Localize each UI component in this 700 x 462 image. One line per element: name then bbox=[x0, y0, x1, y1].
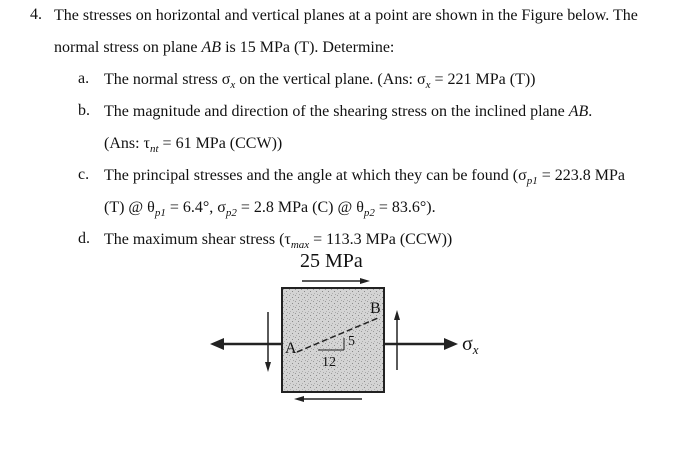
intro-text: normal stress on plane bbox=[54, 39, 202, 56]
part-b-span1: The magnitude and direction of the shearing stress on the inclined plane bbox=[104, 103, 569, 120]
part-a-sub1: x bbox=[230, 79, 236, 91]
part-c-l2c: = 2.8 MPa (C) @ θ bbox=[236, 199, 364, 216]
slope-rise-label: 5 bbox=[348, 334, 355, 349]
part-c-span1: The principal stresses and the angle at which they can be found (σ bbox=[104, 167, 527, 184]
slope-run-label: 12 bbox=[322, 355, 336, 370]
plane-ab-label: AB bbox=[201, 39, 222, 56]
part-c-span2: = 223.8 MPa bbox=[537, 167, 625, 184]
point-a-label: A bbox=[285, 340, 297, 357]
part-b-ans-sub: nt bbox=[149, 143, 159, 155]
part-b-ans-post: = 61 MPa (CCW)) bbox=[158, 135, 283, 152]
part-c-marker: c. bbox=[78, 166, 90, 183]
sigma-symbol: σ bbox=[462, 333, 473, 355]
problem-number: 4. bbox=[30, 6, 42, 23]
point-b-label: B bbox=[370, 300, 381, 317]
part-a-span3: = 221 MPa (T)) bbox=[430, 71, 536, 88]
part-b-ans-pre: (Ans: τ bbox=[104, 135, 150, 152]
sigma-x-label bbox=[462, 333, 479, 356]
part-d-span2: = 113.3 MPa (CCW)) bbox=[309, 231, 453, 248]
part-c-l2sub3: p2 bbox=[363, 207, 375, 219]
part-b-span2: . bbox=[588, 103, 593, 120]
part-c-l2sub2: p2 bbox=[225, 207, 237, 219]
part-a-span1: The normal stress σ bbox=[104, 71, 231, 88]
bottom-shear-arrowhead bbox=[294, 396, 304, 402]
part-b-plane: AB bbox=[568, 103, 589, 120]
intro-text-end: is 15 MPa (T). Determine: bbox=[221, 39, 395, 56]
part-d-marker: d. bbox=[78, 230, 90, 247]
problem-intro-line1: The stresses on horizontal and vertical planes at a point are shown in the Figure below. The bbox=[54, 7, 638, 24]
part-a-marker: a. bbox=[78, 70, 90, 87]
part-d-span1: The maximum shear stress (τ bbox=[104, 231, 291, 248]
part-a-span2: on the vertical plane. (Ans: σ bbox=[235, 71, 426, 88]
top-shear-arrowhead bbox=[360, 278, 370, 284]
part-c-sub1: p1 bbox=[526, 175, 538, 187]
stress-element-square bbox=[282, 288, 384, 392]
left-shear-arrowhead bbox=[265, 362, 271, 372]
right-normal-arrowhead bbox=[444, 338, 458, 350]
left-normal-arrowhead bbox=[210, 338, 224, 350]
part-a-sub2: x bbox=[425, 79, 431, 91]
part-c-l2sub1: p1 bbox=[154, 207, 166, 219]
part-d-sub: max bbox=[290, 239, 310, 251]
part-c-l2b: = 6.4°, σ bbox=[165, 199, 226, 216]
shear-stress-label: 25 MPa bbox=[300, 250, 363, 272]
sigma-x-sub: x bbox=[472, 342, 479, 357]
part-b-marker: b. bbox=[78, 102, 90, 119]
right-shear-arrowhead bbox=[394, 310, 400, 320]
part-c-l2a: (T) @ θ bbox=[104, 199, 155, 216]
part-c-l2d: = 83.6°). bbox=[374, 199, 436, 216]
